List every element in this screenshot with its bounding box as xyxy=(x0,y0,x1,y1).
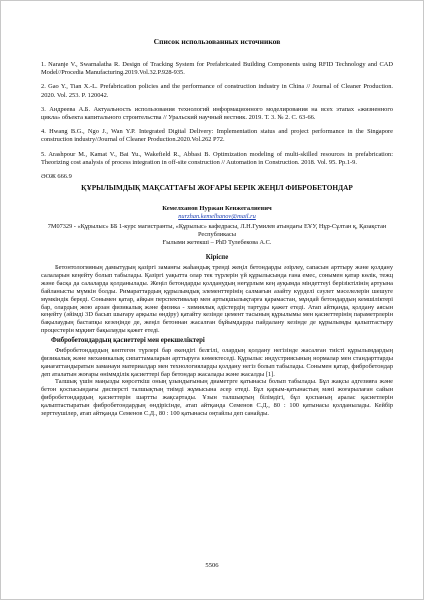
reference-list xyxy=(41,61,393,167)
reference-item: 4. Hwang B.G., Ngo J., Wan Y.P. Integrated Digital Delivery: Implementation status and project performance in the Singapore construction industry//Journal of Cleaner Production.2020.Vol.262 P72. xyxy=(41,128,393,144)
reference-item: 1. Naranje V., Swarnalatha R. Design of Tracking System for Prefabricated Building Components using RFID Technology and CAD Model//Procedia Manufacturing.2019.Vol.32.P.928-935. xyxy=(41,61,393,77)
fiber-paragraph-2: Талшық үшін маңызды көрсеткіш оның ұзындығының диаметрге қатынасы болып табылады. Бұл жақсы адгезияға және бетон қоспасындағы дисперсті талшықтың тиімді жұмысына әсер етеді. Бұл қарым-қатынастың мәні жоғарылаған сайын фибробетондардың қасиеттерін шартты жақсартады. Ұзын талшықтың білімдігі, бұл қоспаның аралас қасиетлерін қалыптастыратын фибробетондардың өндірісінде, атап айтқанда Семенов С.Д., 80 : 100 қатынасы қолданылады. Кейбір зерттеушілер, атап айтқанда Семенов С.Д., 80 : 100 қатынасы оңтайлы деп санайды. xyxy=(41,378,393,418)
udc-code: ӘОЖ 666.9 xyxy=(41,173,72,181)
fiber-properties-heading: Фибробетондардың қасиеттері мен ерекшеліктері xyxy=(51,337,205,345)
reference-item: 5. Arashpour M., Kamat V., Bai Yu., Wakefield R., Abbasi B. Optimization modeling of multi-skilled resources in prefabrication: Theorizing cost analysis of process integration in off-site construction // Automation in Construction. 2018. Vol. 95. Pp.1-9. xyxy=(41,150,393,166)
author-affiliation: 7M07329 - «Құрылыс» ББ 1-курс магистранты, «Құрылыс» кафедрасы, Л.Н.Гумилев атындағы ЕҰУ, Нұр-Сұлтан қ, Қазақстан Республикасы xyxy=(47,222,387,238)
page-number: 5506 xyxy=(205,562,219,569)
references-title: Список использованных источников xyxy=(153,37,281,46)
fiber-paragraph: Фибробетондардың көптеген түрлері бар екендігі белгілі, олардың қолдану негізінде жасалған тиісті құрылымдардың физикалық және механикалық сипаттамаларын арттыруға көмектеседі. Құрылыс индустриясының нормалар мен стандарттарды қанағаттандыратын заманауи материалдар мен технологияларды қолдану негіз болып табылады. Сонымен қатар, фибробетондар деп аталатын жоғары өніммділік қасиеттері бар бетондар жасалады және жасалды [1]. xyxy=(41,346,393,378)
scientific-supervisor: Ғылыми жетекші – PhD Тулебекова А.С. xyxy=(162,238,272,246)
intro-heading: Кіріспе xyxy=(205,254,229,262)
author-name: Кемелханов Нуржан Кенжегалиевич xyxy=(162,204,272,212)
reference-item: 3. Андреева А.Б. Актуальность использования технологий информационного моделирования на всех этапах «жизненного цикла» объекта капитального строительства // Уральский научный вестник. 2019. Т. 3. № 2. С. 63-66. xyxy=(41,105,393,122)
reference-item: 2. Gao Y., Tian X.-L. Prefabrication policies and the performance of construction industry in China // Journal of Cleaner Production. 2020. Vol. 253. P. 120042. xyxy=(41,83,393,99)
author-email-link[interactable]: nurzhan.kemelhanov@mail.ru xyxy=(178,212,256,220)
article-title: ҚҰРЫЛЫМДЫҚ МАҚСАТТАҒЫ ЖОҒАРЫ БЕРІК ЖЕҢІЛ ФИБРОБЕТОНДАР xyxy=(81,183,353,193)
intro-paragraph: Бетонтологияның дамытудың қазіргі заманғы жаһандық тренді жеңіл бетондарды әзірлеу, сапасын арттыру және қолдану салаларын кеңейту болып табылады. Қазіргі уақытта олар тек түрлерін үй құрылысында ғана емес, сонымен қатар көлік, тежц және басқа да салаларда қолданылады. Жеңіл бетондарды қолданудың неғұрлым кең ауқымда міндеттеуі берізіктілінің артуына байланысты мүмкін болды. Римараттардың құрылымдық элементтерінің салмағын азайту күрделі сәулет мәселелерін шешуге мүмкіндік береді. Сонымен қатар, айқын перспективалар мен артықшылықтарға қарамастан, мұндай бетондардың кемшіліктері бар, олардың жою арзан физикалық және физика - химиялық әдістердің тартуды қажет етеді. Атап айтқанда, қолдану аясын кеңейту (әйімді 3D басып шығару арқылы өндіру) қатайту кезінде цемент тасының құрылымы мен қасиеттерінің параметрлерін бақылаудың бастапқы кезеңінде де, жеңіл бетоннан жасалған бұйымдарды пайдалану кезінде де құрылымды қалыптастыру процестерін мұқият бақылауды қажет етеді. xyxy=(41,264,393,335)
